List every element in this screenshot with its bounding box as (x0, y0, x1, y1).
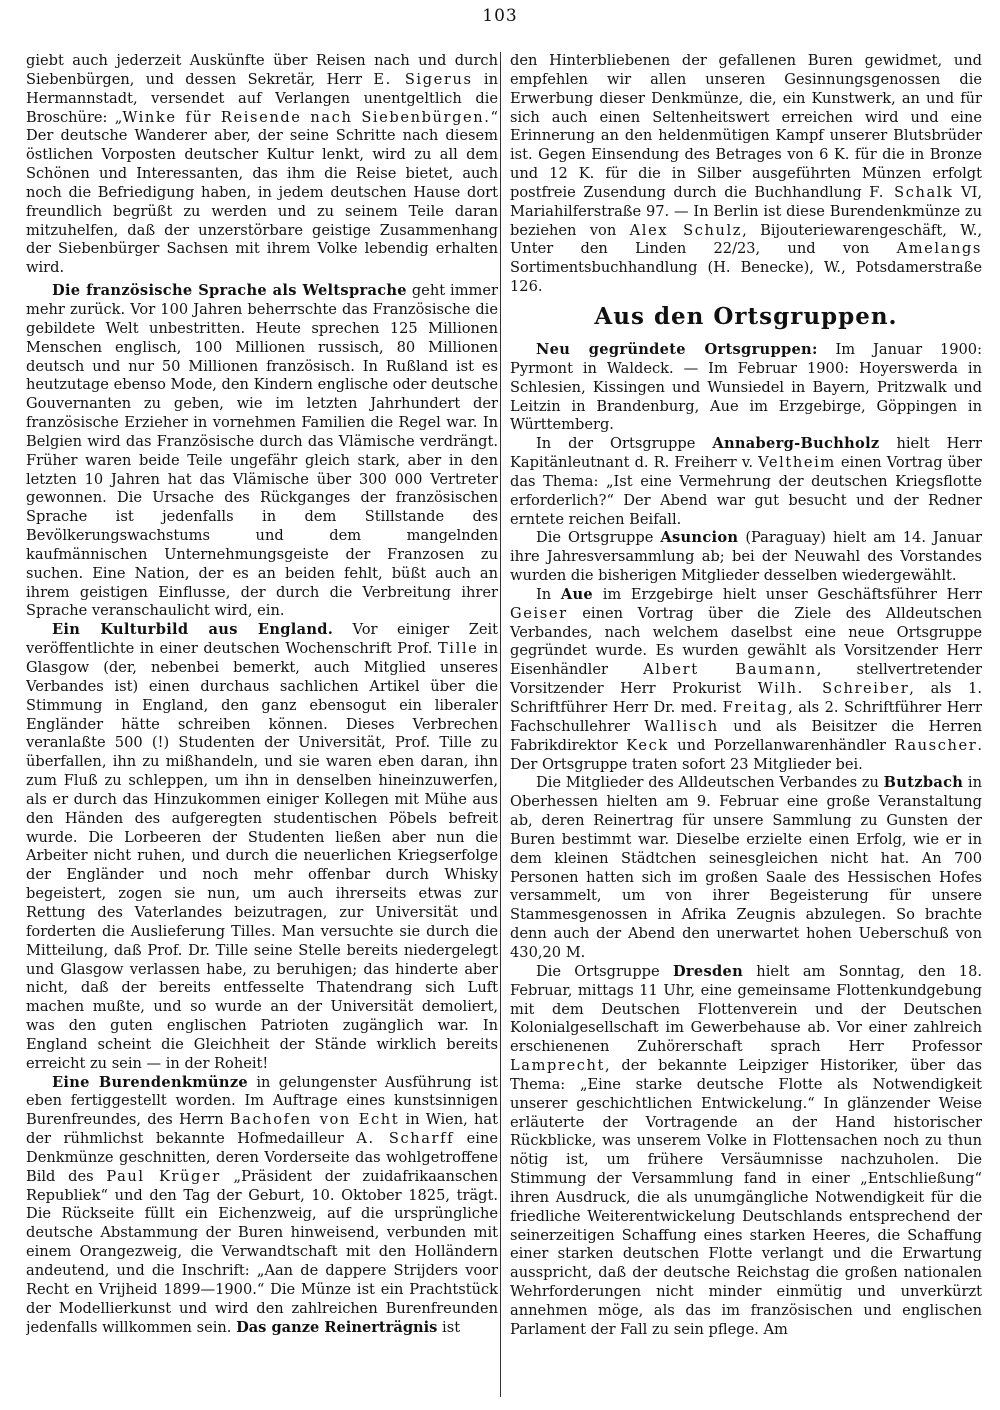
text-run: in Oberhessen hielten am 9. Februar eine große Veranstaltung ab, deren Reinertrag für unsere Sammlung zu Gunsten der Buren bestimmt war. Dieselbe erzielte einen Erfolg, wie er in dem kleinen Städtchen seinesgleichen nicht hat. An 700 Personen hatten sich im großen Saale des Hessischen Hofes versammelt, um von ihrer Begeisterung für unsere Stammesgenossen in Afrika Zeugnis abzulegen. So brachte denn auch der Abend den unerwartet hohen Ueberschuß von 430,20 M. (510, 774, 982, 961)
text-run: und als Beisitzer die Herren Fabrikdirektor (510, 717, 982, 754)
paragraph-heading: Eine Burendenkmünze (52, 1073, 249, 1091)
place-name: Asuncion (660, 529, 739, 547)
text-run: in Glasgow (der, nebenbei bemerkt, auch Mitglied unseres Verbandes ist) einen durchaus sachlichen Artikel über die Stimmung in England, den ganz ebensogut ein liberaler Engländer hätte schreiben können. Dieses Verbrechen veranlaßte 500 (!) Studenten der Universität, Prof. Tille zu überfallen, ihn zu mißhandeln, und sie waren eben daran, ihn zum Fluß zu schleppen, um ihn in denselben hineinzuwerfen, als er durch das Hinzukommen einiger Kollegen mit Mühe aus den Händen des aufgeregten studentischen Pöbels befreit wurde. Die Lorbeeren der Studenten ließen aber nun die Arbeiter nicht ruhen, und durch die neuerlichen Kriegserfolge der Engländer und noch mehr offenbar durch Whisky begeistert, zogen sie nun, um auch ihrerseits etwas zur Rettung des Vaterlandes beizutragen, zur Universität und forderten die Auslieferung Tilles. Man versuchte sie durch die Mitteilung, daß Prof. Dr. Tille seine Stelle bereits niedergelegt und Glasgow verlassen habe, zu beruhigen; das hinderte aber nicht, daß der bereits entfesselte Thatendrang sich Luft machen mußte, und so wurde an der Universität demoliert, was den guten englischen Patrioten zugänglich war. In England scheint die Gleichheit der Stände wirklich bereits erreicht zu sein — in der Roheit! (26, 640, 498, 1072)
paragraph-aue (510, 586, 982, 774)
person-name: Wallisch (644, 717, 719, 735)
text-run: geht immer mehr zurück. Vor 100 Jahren beherrschte das Französische die gebildete Welt unbestritten. Heute sprechen 125 Millionen Menschen englisch, 100 Millionen russisch, 80 Millionen deutsch und nur 50 Millionen französisch. In Rußland ist es heutzutage ebenso Mode, den Kindern englische oder deutsche Gouvernanten zu geben, wie im letzten Jahrhundert der französische Erzieher in vornehmen Familien die Regel war. In Belgien wird das Französische durch das Vlämische verdrängt. Früher waren beide Teile ungefähr gleich stark, aber in den letzten 10 Jahren hat das Vlämische über 300 000 Vertreter gewonnen. Die Ursache des Rückganges der französischen Sprache ist jedenfalls in dem Stillstande des Bevölkerungswachstums und dem mangelnden kaufmännischen Unternehmungsgeiste der Franzosen zu suchen. Eine Nation, der es an beiden fehlt, büßt auch an ihrem geistigen Einflusse, der durch die Verbreitung ihrer Sprache veranschaulicht wird, ein. (26, 282, 498, 620)
text-run: , Bijouteriewarengeschäft, W., Unter den Linden 22/23, und von (510, 221, 982, 258)
section-title: Aus den Ortsgruppen. (594, 302, 898, 330)
person-name: Veltheim (758, 454, 836, 472)
paragraph-butzbach (510, 774, 982, 962)
text-run: , als 2. Schriftführer Herr Fachschullehrer (510, 699, 982, 735)
paragraph-heading: Neu gegründete Ortsgruppen: (536, 340, 818, 358)
paragraph-neue-ortsgruppen (510, 341, 982, 435)
text-run: hielt am Sonntag, den 18. Februar, mittags 11 Uhr, eine gemeinsame Flottenkundgebung mit dem Deutschen Flottenverein und der Deutschen Kolonialgesellschaft im Gewerbehause ab. Vor einer zahlreich erschienenen Zuhörerschaft sprach Herr Professor (510, 962, 982, 1056)
paragraph-burendenkmuenze (26, 1074, 498, 1338)
text-run: und Porzellanwarenhändler (668, 736, 895, 754)
emphasis: Das ganze Reinerträgnis (236, 1318, 438, 1336)
person-name: E. Sigerus (373, 70, 473, 88)
brochure-title: Winke für Reisende nach Siebenbürgen. (122, 108, 491, 126)
text-run: Die Ortsgruppe (536, 529, 661, 547)
right-column (510, 52, 982, 1400)
text-run: im Erzgebirge hielt unser Geschäftsführer Herr (593, 585, 982, 603)
text-run: hielt Herr Kapitänleutnant d. R. Freiherr v. (510, 435, 982, 472)
person-name: Keck (626, 736, 669, 754)
text-run: Die Ortsgruppe (536, 962, 673, 980)
column-divider (500, 52, 501, 1397)
person-name: Tille (437, 640, 479, 658)
person-name: Rauscher (894, 736, 978, 754)
text-run: , stellvertretender Vorsitzender Herr Prokurist (510, 661, 982, 698)
person-name: Geiser (510, 604, 568, 622)
paragraph-heading: Die französische Sprache als Weltsprache (52, 282, 407, 300)
person-name: Wilh. Schreiber (757, 680, 910, 698)
text-run: einen Vortrag über das Thema: „Ist eine Vermehrung der deutschen Kriegsflotte erforderlich?“ Der Abend war gut besucht und der Redner erntete reichen Beifall. (510, 454, 982, 528)
text-run: “ Der deutsche Wanderer aber, der seine Schritte nach diesem östlichen Vorposten deutscher Kultur lenkt, wird zu all dem Schönen und Interessanten, das ihm die Reise bietet, auch noch die Befriedigung haben, in jedem deutschen Hause dort freundlich begrüßt zu werden und zu seinem Teile daran mitzuhelfen, daß der unzerstörbare geistige Zusammenhang der Siebenbürger Sachsen mit ihrem Volke lebendig erhalten wird. (26, 108, 498, 277)
business-name: Alex Schulz (629, 221, 743, 239)
place-name: Annaberg-Buchholz (712, 435, 880, 453)
business-name: Amelangs (896, 240, 982, 258)
place-name: Butzbach (883, 774, 964, 792)
text-run: Sortimentsbuchhandlung (H. Benecke), W., Potsdamerstraße 126. (510, 259, 982, 296)
place-name: Aue (560, 585, 593, 603)
text-run: Im Januar 1900: Pyrmont in Waldeck. — Im Februar 1900: Hoyerswerda in Schlesien, Kissingen und Wunsiedel in Bayern, Pritzwalk und Leitzin in Brandenburg, Aue im Erzgebirge, Göppingen in Württemberg. (510, 340, 982, 434)
business-name: F. Schalk (869, 183, 954, 201)
text-run: einen Vortrag über die Ziele des Alldeutschen Verbandes, nach welchem daselbst eine neue Ortsgruppe gegründet wurde. Es wurden gewählt als Vorsitzender Herr Eisenhändler (510, 604, 982, 679)
paragraph-burendenkmuenze-cont (510, 52, 982, 297)
text-run: VI, Mariahilferstraße 97. — In Berlin ist diese Burendenkmünze zu beziehen von (510, 183, 982, 239)
text-run: ist (437, 1318, 461, 1336)
text-run: in Hermannstadt, versendet auf Verlangen unentgeltlich die Broschüre: „ (26, 70, 498, 126)
paragraph-heading: Ein Kulturbild aus England. (52, 621, 334, 639)
paragraph-annaberg (510, 435, 982, 529)
person-name: Albert Baumann (643, 661, 817, 679)
paragraph-siebenbuergen (26, 52, 498, 278)
paragraph-asuncion (510, 529, 982, 586)
text-run: giebt auch jederzeit Auskünfte über Reisen nach und durch Siebenbürgen, und dessen Sekretär, Herr (26, 52, 498, 88)
text-run: . Der Ortsgruppe traten sofort 23 Mitglieder bei. (510, 736, 982, 773)
person-name: Freitag (722, 699, 789, 716)
place-name: Dresden (672, 962, 743, 980)
paragraph-franzoesische-sprache (26, 282, 498, 621)
text-run: Vor einiger Zeit veröffentlichte in einer deutschen Wochenschrift Prof. (26, 621, 498, 658)
text-run: in Wien, hat der rühmlichst bekannte Hofmedailleur (26, 1111, 498, 1148)
text-run: eine Denkmünze geschnitten, deren Vorderseite das wohlgetroffene Bild des (26, 1130, 498, 1185)
person-name: Lamprecht (510, 1057, 606, 1075)
text-run: , als 1. Schriftführer Herr Dr. med. (510, 680, 982, 716)
text-run: (Paraguay) hielt am 14. Januar ihre Jahresversammlung ab; bei der Neuwahl des Vorstandes wurden die bisherigen Mitglieder desselben wiedergewählt. (510, 529, 982, 585)
page-number: 103 (482, 6, 518, 26)
person-name: A. Scharff (356, 1130, 455, 1148)
person-name: Paul Krüger (106, 1167, 221, 1185)
text-run: , der bekannte Leipziger Historiker, über das Thema: „Eine starke deutsche Flotte als Notwendigkeit unserer geschichtlichen Entwickelung.“ In glänzender Weise erläuterte der Vortragende an der Hand historischer Rückblicke, was unserem Volke in Flottensachen noch zu thun nötig ist, um frühere Versäumnisse nachzuholen. Die Stimmung der Versammlung fand in einer „Entschließung“ ihren Ausdruck, die als unumgängliche Notwendigkeit für die friedliche Weiterentwickelung Deutschlands entsprechend der seinerzeitigen Schaffung eines starken Heeres, die Schaffung einer starken deutschen Flotte verlangt und die Erwartung ausspricht, daß der deutsche Reichstag die großen nationalen Wehrforderungen nicht minder einmütig und unverkürzt annehmen möge, als das im französischen und englischen Parlament der Fall zu sein pflege. Am (510, 1057, 982, 1338)
paragraph-dresden (510, 963, 982, 1340)
left-column (26, 52, 498, 1400)
text-run: „Präsident der zuidafrikaanschen Republiek“ und den Tag der Geburt, 10. Oktober 1825, trägt. Die Rückseite füllt ein Eichenzweig, auf die ursprüngliche deutsche Abstammung der Buren hinweisend, verbunden mit einem Orangezweig, die Verwandtschaft mit den Holländern andeutend, und die Inschrift: „Aan de dappere Strijders voor Recht en Vrijheid 1899—1900.“ Die Münze ist ein Prachtstück der Modellierkunst und wird den zahlreichen Burenfreunden jedenfalls willkommen sein. (26, 1167, 498, 1336)
person-name: Bachofen von Echt (229, 1111, 400, 1129)
text-run: In der Ortsgruppe (536, 435, 713, 453)
text-run: den Hinterbliebenen der gefallenen Buren gewidmet, und empfehlen wir allen unseren Gesinnungsgenossen die Erwerbung dieser Denkmünze, die, ein Kunstwerk, an und für sich auch einen Seltenheitswert erreichen wird und eine Erinnerung an den heldenmütigen Kampf unserer Blutsbrüder ist. Gegen Einsendung des Betrages von 6 K. für die in Bronze und 12 K. für die in Silber ausgeführten Münzen erfolgt postfreie Zusendung durch die Buchhandlung (510, 52, 982, 201)
paragraph-kulturbild-england (26, 621, 498, 1073)
text-run: Die Mitglieder des Alldeutschen Verbandes zu (536, 774, 884, 792)
text-run: In (536, 585, 561, 603)
text-run: in gelungenster Ausführung ist eben fertiggestellt worden. Im Auftrage eines kunstsinnigen Burenfreundes, des Herrn (26, 1073, 498, 1129)
